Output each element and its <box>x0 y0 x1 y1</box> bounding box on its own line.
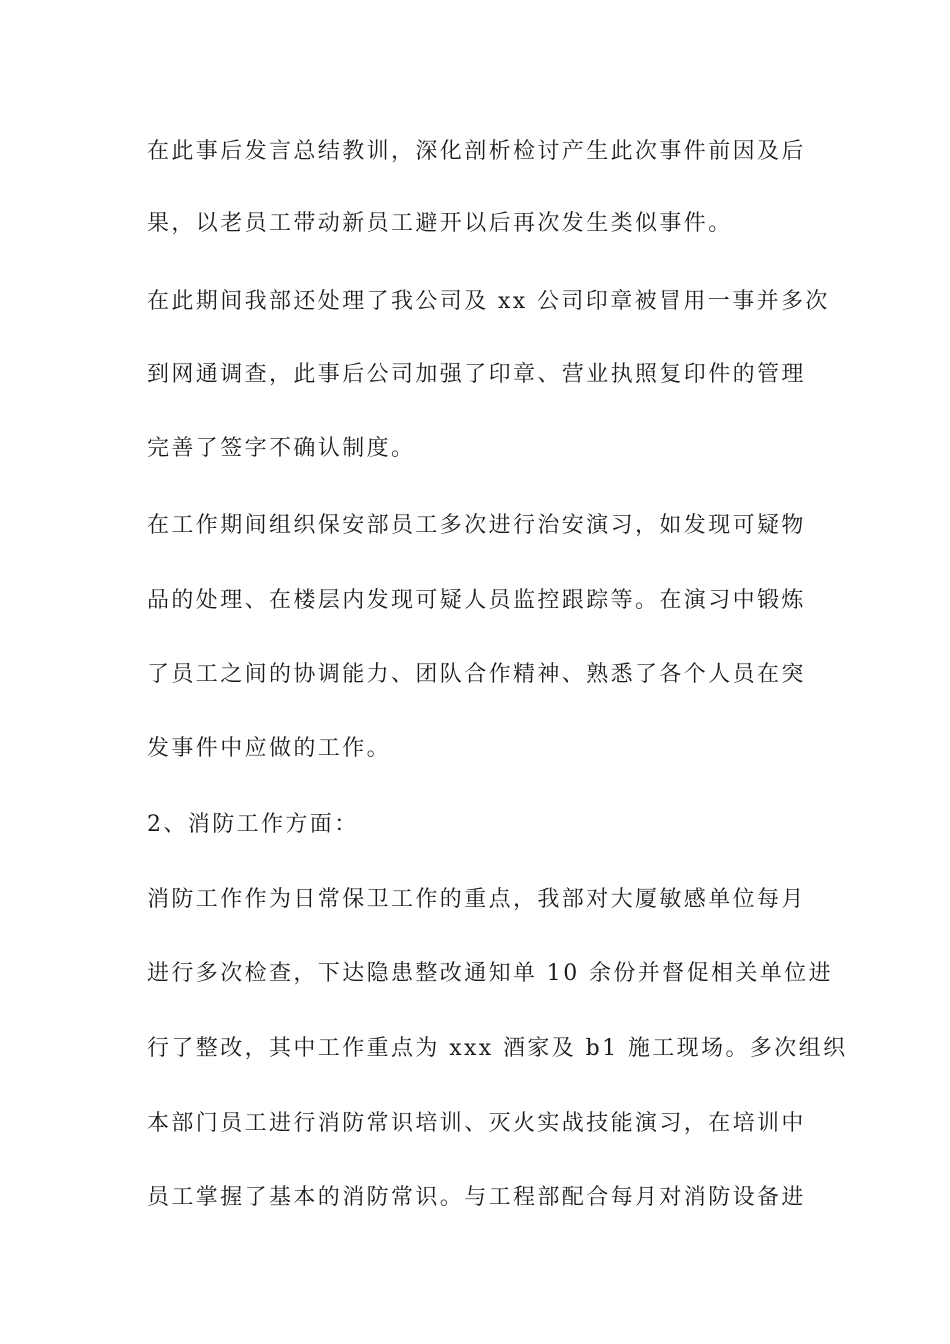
paragraph-line: 品的处理、在楼层内发现可疑人员监控跟踪等。在演习中锻炼 <box>147 588 806 613</box>
paragraph-line: 到网通调查，此事后公司加强了印章、营业执照复印件的管理 <box>147 362 806 387</box>
paragraph-line: 了员工之间的协调能力、团队合作精神、熟悉了各个人员在突 <box>147 662 806 687</box>
paragraph-line: 发事件中应做的工作。 <box>147 736 392 761</box>
paragraph-line: 员工掌握了基本的消防常识。与工程部配合每月对消防设备进 <box>147 1185 806 1210</box>
section-heading: 2、消防工作方面： <box>147 812 359 837</box>
paragraph-line: 进行多次检查，下达隐患整改通知单 10 余份并督促相关单位进 <box>147 961 833 986</box>
paragraph-line: 完善了签字不确认制度。 <box>147 436 416 461</box>
paragraph-line: 在此事后发言总结教训，深化剖析检讨产生此次事件前因及后 <box>147 139 806 164</box>
paragraph-line: 行了整改，其中工作重点为 xxx 酒家及 b1 施工现场。多次组织 <box>147 1036 848 1061</box>
paragraph-line: 果，以老员工带动新员工避开以后再次发生类似事件。 <box>147 211 733 236</box>
paragraph-line: 在工作期间组织保安部员工多次进行治安演习，如发现可疑物 <box>147 513 806 538</box>
paragraph-line: 消防工作作为日常保卫工作的重点，我部对大厦敏感单位每月 <box>147 887 806 912</box>
paragraph-line: 在此期间我部还处理了我公司及 xx 公司印章被冒用一事并多次 <box>147 289 830 314</box>
paragraph-line: 本部门员工进行消防常识培训、灭火实战技能演习，在培训中 <box>147 1111 806 1136</box>
